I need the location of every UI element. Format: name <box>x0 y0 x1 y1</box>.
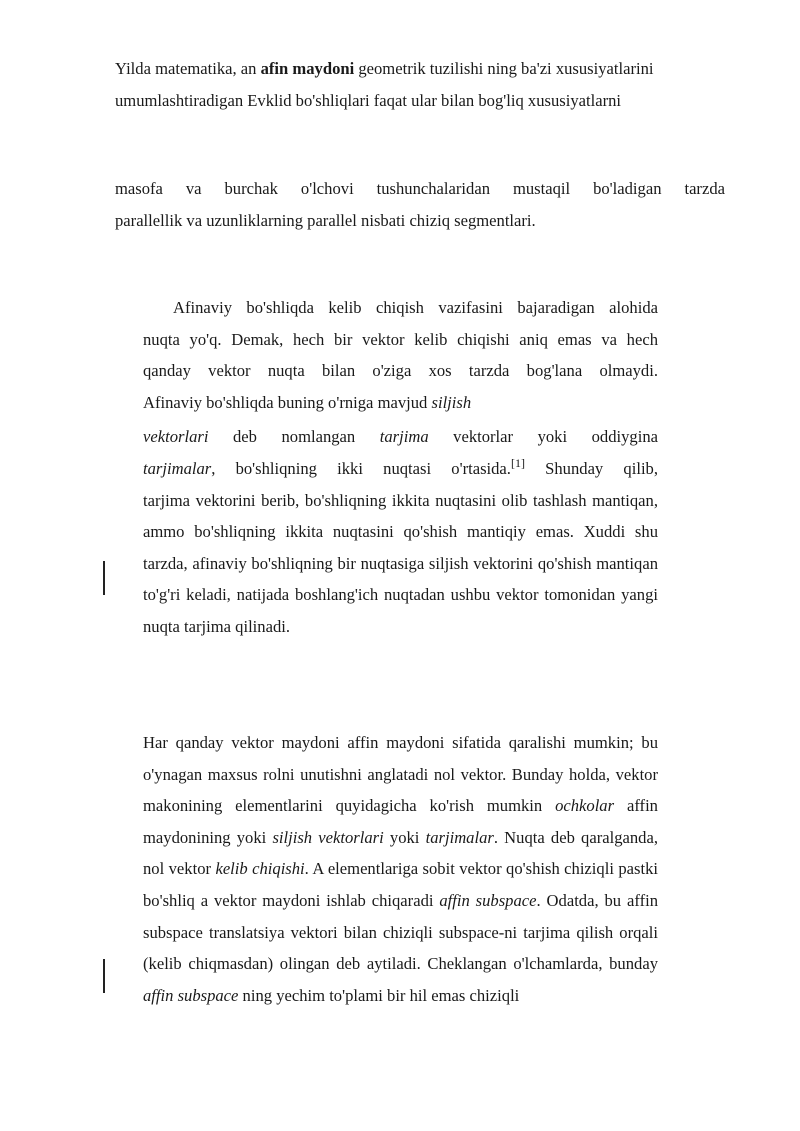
change-bar-1 <box>103 561 105 595</box>
p2-line-2: nuqta yo'q. Demak, hech bir vektor kelib chiqishi aniq emas va hech <box>143 329 658 349</box>
intro-line-1: Yilda matematika, an afin maydoni geometrik tuzilishi ning ba'zi xususiyatlarini <box>115 59 654 78</box>
p2-line-4: Afinaviy bo'shliqda buning o'rniga mavjud siljish <box>143 392 472 412</box>
paragraph-vector-space: Har qanday vektor maydoni affin maydoni sifatida qaralishi mumkin; bu o'ynagan maxsus rolni unutishni anglatadi nol vektor. Bunday holda, vektor makonining elementlarini quyidagicha ko'rish mumkin ochkolar affin maydonining yoki siljish vektorlari yoki tarjimalar. Nuqta deb qaralganda, nol vektor kelib chiqishi. A elementlariga sobit vektor qo'shish chiziqli pastki bo'shliq a vektor maydoni ishlab chiqaradi affin subspace. Odatda, bu affin subspace translatsiya vektori bilan chiziqli subspace-ni tarjima qilish orqali (kelib chiqmasdan) olingan deb aytiladi. Cheklangan o'lchamlarda, bunday affin subspace ning yechim to'plami bir hil emas chiziqli <box>143 733 658 1005</box>
p2-rest: tarjima vektorini berib, bo'shliqning ikkita nuqtasini olib tashlash mantiqan, ammo bo'shliqning ikkita nuqtasini qo'shish mantiqiy emas. Xuddi shu tarzda, afinaviy bo'shliqning bir nuqtasiga siljish vektorini qo'shish mantiqan to'g'ri keladi, natijada boshlang'ich nuqtadan ushbu vektor tomonidan yangi nuqta tarjima qilinadi. <box>143 490 658 636</box>
change-bar-2 <box>103 959 105 993</box>
paragraph-translations <box>143 292 658 643</box>
intro-bottom <box>115 173 725 236</box>
p2-line-1: Afinaviy bo'shliqda kelib chiqish vazifasini bajaradigan alohida <box>173 298 658 317</box>
citation-1[interactable]: [1] <box>510 455 525 470</box>
intro-line-3: masofa va burchak o'lchovi tushunchalaridan mustaqil bo'ladigan tarzda <box>115 179 725 198</box>
term-afin-maydoni: afin maydoni <box>260 59 355 78</box>
intro-top <box>115 53 725 116</box>
p2-line-5: vektorlari deb nomlangan tarjima vektorlar yoki oddiygina <box>143 427 658 447</box>
intro-line-2: umumlashtiradigan Evklid bo'shliqlari faqat ular bilan bog'liq xususiyatlarni <box>115 90 622 110</box>
intro-line-4: parallellik va uzunliklarning parallel nisbati chiziq segmentlari. <box>115 210 536 230</box>
p2-line-3: qanday vektor nuqta bilan o'ziga xos tarzda bog'lana olmaydi. <box>143 361 658 381</box>
p2-line-6: tarjimalar, bo'shliqning ikki nuqtasi o'rtasida.[1] Shunday qilib, <box>143 455 659 478</box>
